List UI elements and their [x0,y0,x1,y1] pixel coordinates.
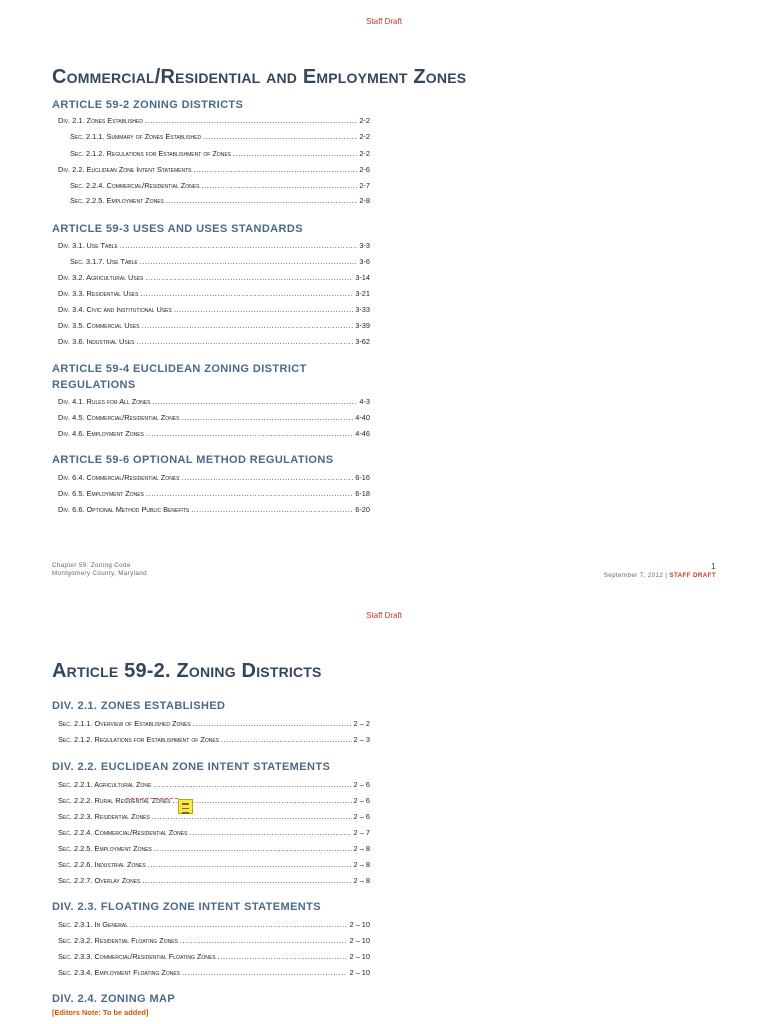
toc-entry[interactable]: Div. 4.6. Employment Zones ..... 4-46 [58,428,370,439]
footer-status: STAFF DRAFT [669,572,716,579]
section-heading: DIV. 2.1. ZONES ESTABLISHED [52,700,226,712]
toc-entry[interactable]: Sec. 2.2.4. Commercial/Residential Zones ..... 2-7 [70,180,370,191]
toc-entry[interactable]: Div. 6.5. Employment Zones ..... 6-18 [58,488,370,499]
section-heading: ARTICLE 59-4 EUCLIDEAN ZONING DISTRICT REGULATIONS [52,363,307,391]
page-footer-left: Chapter 59: Zoning Code Montgomery County, Maryland [52,562,147,577]
toc-entry[interactable]: Sec. 2.3.1. In General ..... 2 – 10 [58,919,370,930]
toc-entry[interactable]: Div. 3.6. Industrial Uses ..... 3-62 [58,336,370,347]
toc-entry[interactable]: Div. 2.1. Zones Established ..... 2-2 [58,115,370,126]
document-page-2 [0,588,768,1024]
toc-entry[interactable]: Sec. 2.1.2. Regulations for Establishment of Zones ..... 2 – 3 [58,734,370,745]
page-header: Staff Draft [366,611,402,620]
page-title: Commercial/Residential and Employment Zones [52,66,467,88]
toc-entry[interactable]: Div. 3.1. Use Table ..... 3-3 [58,240,370,251]
sticky-note-icon[interactable] [178,799,193,814]
footer-date: September 7, 2012 | [603,572,668,579]
section-heading: ARTICLE 59-3 USES AND USES STANDARDS [52,223,303,235]
spellcheck-underline [126,796,178,799]
toc-entry[interactable]: Sec. 2.3.4. Employment Floating Zones ..... 2 – 10 [58,967,370,978]
toc-entry[interactable]: Sec. 2.2.5. Employment Zones ..... 2 – 8 [58,843,370,854]
toc-entry[interactable]: Sec. 2.2.1. Agricultural Zone ..... 2 – 6 [58,779,370,790]
toc-entry[interactable]: Div. 4.5. Commercial/Residential Zones ..... 4-40 [58,412,370,423]
toc-entry[interactable]: Sec. 2.2.3. Residential Zones ..... 2 – 6 [58,811,370,822]
page-footer-right [604,562,716,580]
toc-entry[interactable]: Div. 6.6. Optional Method Public Benefits ..... 6-20 [58,504,370,515]
toc-entry[interactable]: Sec. 2.2.4. Commercial/Residential Zones ..... 2 – 7 [58,827,370,838]
toc-entry[interactable]: Div. 2.2. Euclidean Zone Intent Statements ..... 2-6 [58,164,370,175]
toc-entry[interactable]: Sec. 2.2.5. Employment Zones ..... 2-8 [70,195,370,206]
toc-entry[interactable]: Div. 6.4. Commercial/Residential Zones ..... 6-16 [58,472,370,483]
toc-entry[interactable]: Div. 3.4. Civic and Institutional Uses ..... 3-33 [58,304,370,315]
toc-entry[interactable]: Sec. 2.3.2. Residential Floating Zones ..... 2 – 10 [58,935,370,946]
editors-note: [Editors Note: To be added] [52,1008,149,1017]
page-title: Article 59-2. Zoning Districts [52,660,322,682]
toc-entry[interactable]: Div. 3.3. Residential Uses ..... 3-21 [58,288,370,299]
toc-entry[interactable]: Sec. 2.3.3. Commercial/Residential Floating Zones ..... 2 – 10 [58,951,370,962]
toc-entry[interactable]: Sec. 2.1.1. Overview of Established Zones ..... 2 – 2 [58,718,370,729]
section-heading: DIV. 2.3. FLOATING ZONE INTENT STATEMENTS [52,901,322,913]
section-heading: ARTICLE 59-6 OPTIONAL METHOD REGULATIONS [52,454,334,466]
toc-entry[interactable]: Div. 3.5. Commercial Uses ..... 3-39 [58,320,370,331]
toc-entry[interactable]: Sec. 2.2.7. Overlay Zones ..... 2 – 8 [58,875,370,886]
toc-entry[interactable]: Sec. 2.1.2. Regulations for Establishment of Zones ..... 2-2 [70,148,370,159]
page-header: Staff Draft [366,17,402,26]
page-number: 1 [711,562,716,571]
toc-entry[interactable]: Sec. 2.2.2. Rural Residential Zones ..... 2 – 6 [58,795,370,806]
toc-entry[interactable]: Sec. 3.1.7. Use Table ..... 3-6 [70,256,370,267]
toc-entry[interactable]: Sec. 2.1.1. Summary of Zones Established ..... 2-2 [70,131,370,142]
toc-entry[interactable]: Div. 3.2. Agricultural Uses ..... 3-14 [58,272,370,283]
section-heading: DIV. 2.4. ZONING MAP [52,993,176,1005]
toc-entry[interactable]: Div. 4.1. Rules for All Zones ..... 4-3 [58,396,370,407]
section-heading: DIV. 2.2. EUCLIDEAN ZONE INTENT STATEMENTS [52,761,331,773]
toc-entry[interactable]: Sec. 2.2.6. Industrial Zones ..... 2 – 8 [58,859,370,870]
section-heading: ARTICLE 59-2 ZONING DISTRICTS [52,99,244,111]
